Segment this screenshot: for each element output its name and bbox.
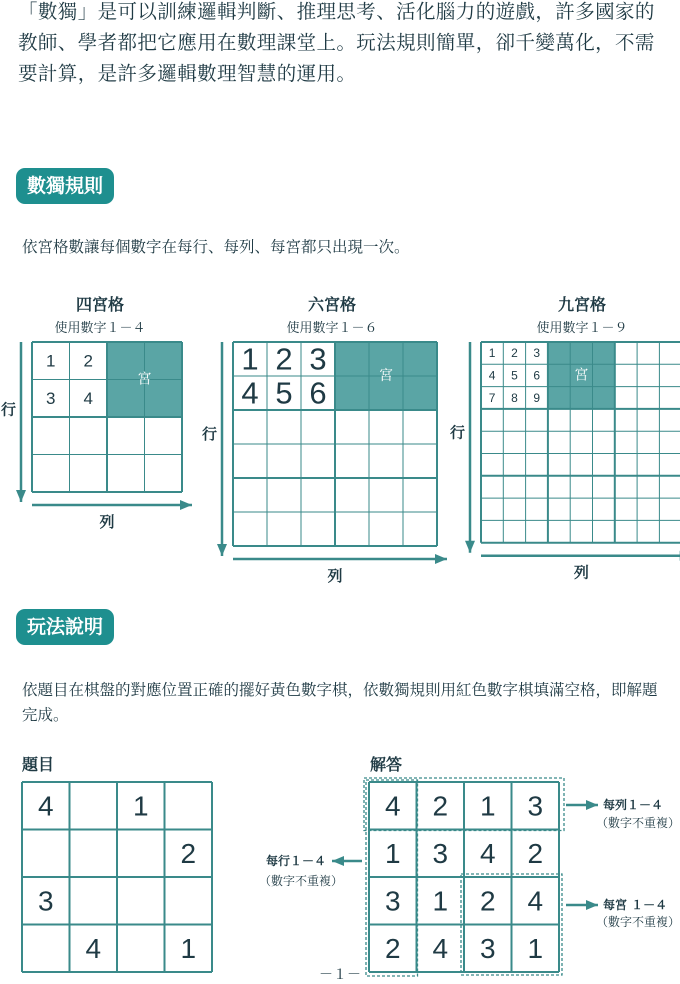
grid9-col-label: 列 <box>574 564 589 582</box>
grid6-digit: 3 <box>309 342 326 377</box>
grid4-row-label: 行 <box>1 401 16 419</box>
answer-board-cell-digit: 2 <box>432 790 448 821</box>
answer-board-cell-digit: 2 <box>480 885 496 916</box>
grid9-box-label: 宮 <box>574 367 588 383</box>
puzzle-board-cell-digit: 4 <box>85 933 101 964</box>
answer-board-cell-digit: 4 <box>527 885 543 916</box>
puzzle-board-cell-digit: 3 <box>38 885 54 916</box>
grid4-subtitle: 使用數字１－４ <box>30 317 170 336</box>
grid4-digit: 2 <box>84 351 93 370</box>
answer-board-cell-digit: 1 <box>527 933 543 964</box>
grid4-box-label: 宮 <box>138 372 152 388</box>
rules-description: 依宮格數讓每個數字在每行、每列、每宮都只出現一次。 <box>22 235 410 260</box>
grid9-title: 九宮格 <box>522 292 642 315</box>
answer-board-cell-digit: 1 <box>480 790 496 821</box>
grid6-digit: 6 <box>309 376 326 411</box>
grid9-digit: 6 <box>533 368 540 382</box>
grid6-title: 六宮格 <box>272 292 392 315</box>
intro-paragraph: 「數獨」是可以訓練邏輯判斷、推理思考、活化腦力的遊戲，許多國家的教師、學者都把它應用在數理課堂上。玩法規則簡單，卻千變萬化，不需要計算，是許多邏輯數理智慧的運用。 <box>18 0 668 89</box>
annotation-row-note: （數字不重複） <box>259 873 343 888</box>
grid9-digit: 9 <box>533 391 540 405</box>
section-badge-howto: 玩法說明 <box>16 609 114 645</box>
grid9-digit: 4 <box>489 368 496 382</box>
grid4-digit: 4 <box>84 389 93 408</box>
grid4-title: 四宮格 <box>40 292 160 315</box>
answer-board-cell-digit: 4 <box>480 838 496 869</box>
page-number: －１－ <box>0 964 680 984</box>
answer-board-cell-digit: 1 <box>385 838 401 869</box>
grid6-digit: 5 <box>275 376 292 411</box>
annotation-col-title: 每列１－４ <box>603 797 663 812</box>
grid9-row-arrow-head <box>465 541 475 553</box>
annotation-col-note: （數字不重複） <box>596 815 680 830</box>
puzzle-board-cell-digit: 1 <box>133 790 149 821</box>
annotation-row-title: 每行１－４ <box>266 853 326 868</box>
grid6-digit: 2 <box>275 342 292 377</box>
answer-board-cell-digit: 3 <box>527 790 543 821</box>
grid9-digit: 8 <box>511 391 518 405</box>
grid6-digit: 4 <box>241 376 258 411</box>
answer-board-cell-digit: 4 <box>432 933 448 964</box>
annotation-col-arrow-head <box>586 800 598 810</box>
annotation-box-arrow-head <box>586 900 598 910</box>
grid6-col-arrow-head <box>435 554 447 564</box>
annotation-box-note: （數字不重複） <box>596 914 680 929</box>
grid4-col-label: 列 <box>99 513 114 531</box>
puzzle-title: 題目 <box>22 752 54 775</box>
puzzle-board-cell-digit: 1 <box>180 933 196 964</box>
answer-board-cell-digit: 3 <box>480 933 496 964</box>
grid4-digit: 3 <box>46 389 55 408</box>
grid4-digit: 1 <box>46 351 55 370</box>
grid9-digit: 2 <box>511 346 518 360</box>
annotation-row-arrow-head <box>332 856 344 866</box>
grid6-row-arrow-head <box>217 544 227 556</box>
howto-description: 依題目在棋盤的對應位置正確的擺好黃色數字棋，依數獨規則用紅色數字棋填滿空格，即解題完成。 <box>22 678 672 728</box>
grid6-col-label: 列 <box>327 567 342 585</box>
grid4-col-arrow-head <box>180 500 192 510</box>
grid9-digit: 7 <box>489 391 496 405</box>
grid9-digit: 5 <box>511 368 518 382</box>
answer-board-cell-digit: 1 <box>432 885 448 916</box>
grid6-digit: 1 <box>241 342 258 377</box>
grid9-subtitle: 使用數字１－９ <box>512 317 652 336</box>
answer-board-cell-digit: 2 <box>527 838 543 869</box>
grid9-row-label: 行 <box>450 423 465 441</box>
grid6-row-label: 行 <box>202 425 217 443</box>
grid6-subtitle: 使用數字１－６ <box>262 317 402 336</box>
answer-board-cell-digit: 3 <box>432 838 448 869</box>
answer-title: 解答 <box>370 752 402 775</box>
section-badge-rules: 數獨規則 <box>16 168 114 204</box>
annotation-box-title: 每宮 １－４ <box>603 897 667 912</box>
answer-board-cell-digit: 2 <box>385 933 401 964</box>
answer-board-cell-digit: 4 <box>385 790 401 821</box>
puzzle-board-cell-digit: 2 <box>180 838 196 869</box>
grid4-row-arrow-head <box>16 490 26 502</box>
grid9-digit: 1 <box>489 346 496 360</box>
puzzle-board-cell-digit: 4 <box>38 790 54 821</box>
answer-board-cell-digit: 3 <box>385 885 401 916</box>
grid6-box-label: 宮 <box>379 368 393 384</box>
grid9-digit: 3 <box>533 346 540 360</box>
